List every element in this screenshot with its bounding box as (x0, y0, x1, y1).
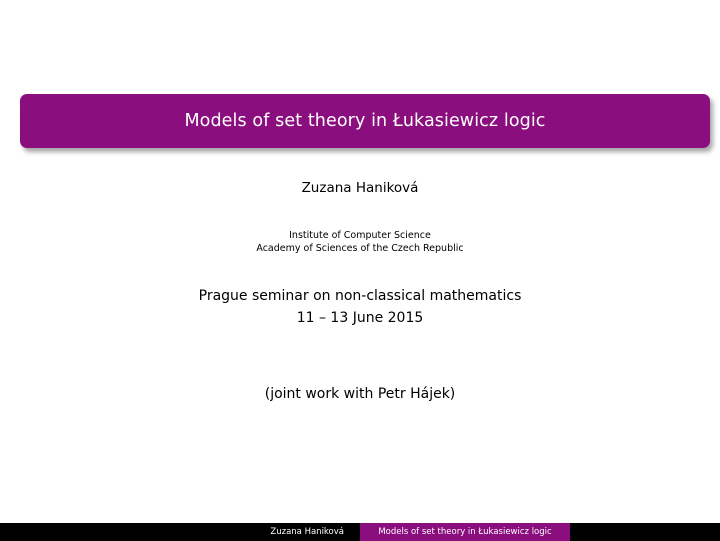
institution-line-2: Academy of Sciences of the Czech Republic (256, 243, 464, 254)
joint-work-note: (joint work with Petr Hájek) (264, 386, 456, 402)
footer-title: Models of set theory in Łukasiewicz logic (360, 523, 570, 541)
author-name: Zuzana Haniková (301, 180, 419, 196)
footer-filler (570, 523, 720, 541)
footer-bar (0, 523, 720, 541)
event-date: 11 – 13 June 2015 (296, 310, 424, 326)
footer-author: Zuzana Haniková (0, 523, 360, 541)
institution-line-1: Institute of Computer Science (289, 230, 431, 241)
slide-title: Models of set theory in Łukasiewicz logic (184, 111, 546, 131)
event-name: Prague seminar on non-classical mathematics (198, 288, 522, 304)
title-box (20, 94, 710, 148)
